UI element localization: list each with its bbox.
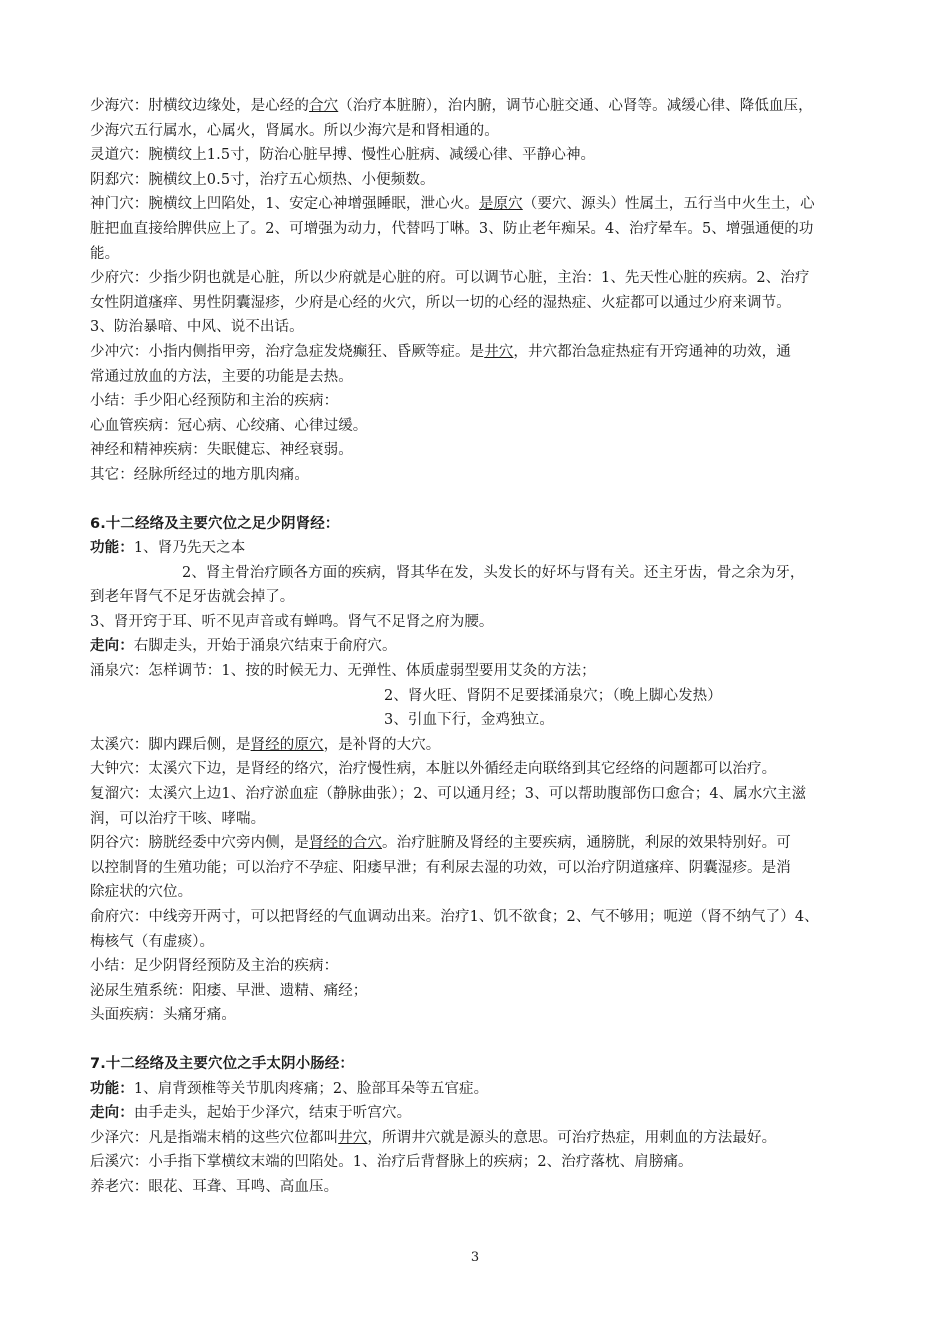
smallint-direction (90, 1101, 862, 1126)
shenmen-line-3: 能。 (90, 245, 120, 262)
shenmen-line-2: 脏把血直接给脾供应上了。2、可增强为动力，代替吗丁啉。3、防止老年痴呆。4、治疗晕车。5、增强通便的功 (90, 220, 814, 237)
label: 走向： (90, 1105, 134, 1122)
label: 功能： (90, 540, 134, 557)
shaoze-line (90, 1126, 862, 1151)
kidney-func-2b: 到老年肾气不足牙齿就会掉了。 (90, 589, 295, 606)
shaofu-line-2: 女性阴道瘙痒、男性阴囊湿疹，少府是心经的火穴，所以一切的心经的湿热症、火症都可以通过少府来调节。 (90, 294, 791, 311)
shufu-line-2: 梅核气（有虚痰）。 (90, 933, 215, 950)
shaochong-line-1 (90, 340, 862, 365)
text: 少海穴：肘横纹边缘处，是心经的 (90, 98, 309, 114)
fuliu-line-2: 润，可以治疗干咳、哮喘。 (90, 810, 266, 827)
kidney-uro: 泌尿生殖系统：阳痿、早泄、遗精、痛经； (90, 982, 368, 999)
text: ，是补肾的大穴。 (323, 736, 441, 753)
text: ，井穴都治急症热症有开窍通神的功效，通 (513, 343, 791, 360)
heart-summary: 小结：手少阳心经预防和主治的疾病： (90, 393, 339, 410)
taixi-line (90, 733, 862, 758)
text: 由手走头，起始于少泽穴，结束于听宫穴。 (133, 1105, 412, 1122)
yongquan-line-1: 涌泉穴：怎样调节：1、按的时候无力、无弹性、体质虚弱型要用艾灸的方法； (90, 663, 596, 680)
text: 1、肩背颈椎等关节肌肉疼痛；2、脸部耳朵等五官症。 (133, 1080, 489, 1097)
text: 神门穴：腕横纹上凹陷处，1、安定心神增强睡眠，泄心火。 (90, 196, 479, 213)
heart-other: 其它：经脉所经过的地方肌肉痛。 (90, 466, 309, 483)
underlined-term: 肾经的原穴 (250, 736, 324, 753)
text: （要穴、源头）性属土，五行当中火生土，心 (522, 196, 815, 213)
kidney-head: 头面疾病：头痛牙痛。 (90, 1007, 236, 1024)
shenmen-line-1 (90, 192, 862, 217)
text: 太溪穴：脚内踝后侧，是 (90, 736, 251, 753)
underlined-term: 井穴 (484, 343, 514, 360)
label: 功能： (90, 1080, 134, 1097)
label: 走向： (90, 638, 134, 655)
text: 1、肾乃先天之本 (133, 540, 246, 557)
kidney-func-3: 3、肾开窍于耳、听不见声音或有蝉鸣。肾气不足肾之府为腰。 (90, 613, 494, 630)
smallint-func (90, 1077, 862, 1102)
document-body (90, 94, 862, 1200)
fuliu-line-1: 复溜穴：太溪穴上边1、治疗淤血症（静脉曲张）；2、可以通月经；3、可以帮助腹部伤口愈合；4、属水穴主滋 (90, 786, 807, 803)
text: 。治疗脏腑及肾经的主要疾病，通膀胱，利尿的效果特别好。可 (382, 835, 791, 852)
text: 阴谷穴：膀胱经委中穴旁内侧，是 (90, 835, 309, 852)
kidney-func-1 (90, 536, 862, 561)
underlined-term: 肾经的合穴 (309, 835, 382, 852)
section-gap (90, 488, 862, 512)
kidney-direction (90, 634, 862, 659)
yingu-line-2: 以控制肾的生殖功能；可以治疗不孕症、阳痿早泄；有利尿去湿的功效，可以治疗阴道瘙痒、阴囊湿疹。是消 (90, 859, 791, 876)
underlined-term: 合穴 (309, 98, 339, 114)
heart-cardio: 心血管疾病：冠心病、心绞痛、心律过缓。 (90, 417, 368, 434)
yingu-line-3: 除症状的穴位。 (90, 884, 193, 901)
yongquan-line-3: 3、引血下行，金鸡独立。 (384, 712, 554, 729)
shaochong-line-2: 常通过放血的方法，主要的功能是去热。 (90, 368, 353, 385)
kidney-summary: 小结：足少阴肾经预防及主治的疾病： (90, 958, 339, 975)
text: 少冲穴：小指内侧指甲旁，治疗急症发烧癫狂、昏厥等症。是 (90, 343, 485, 360)
shaofu-line-3: 3、防治暴喑、中风、说不出话。 (90, 319, 304, 336)
kidney-heading: 6.十二经络及主要穴位之足少阴肾经： (90, 515, 340, 532)
shufu-line-1: 俞府穴：中线旁开两寸，可以把肾经的气血调动出来。治疗1、饥不欲食；2、气不够用；呃逆（肾不纳气了）4、 (90, 909, 819, 925)
kidney-func-2: 2、肾主骨治疗顾各方面的疾病，肾其华在发，头发长的好坏与肾有关。还主牙齿，骨之余为牙， (182, 564, 805, 581)
houxi-line: 后溪穴：小手指下掌横纹末端的凹陷处。1、治疗后背督脉上的疾病；2、治疗落枕、肩膀痛。 (90, 1154, 693, 1171)
shaohai-line-2: 少海穴五行属水，心属火，肾属水。所以少海穴是和肾相通的。 (90, 122, 499, 139)
shaohai-line-1 (90, 94, 862, 119)
dazhong-line: 大钟穴：太溪穴下边，是肾经的络穴，治疗慢性病，本脏以外循经走向联络到其它经络的问题都可以治疗。 (90, 761, 777, 778)
text: ，所谓井穴就是源头的意思。可治疗热症，用刺血的方法最好。 (367, 1129, 777, 1146)
smallint-heading: 7.十二经络及主要穴位之手太阴小肠经： (90, 1055, 354, 1072)
section-gap (90, 1028, 862, 1052)
yingu-line-1 (90, 831, 862, 856)
yanglao-line: 养老穴：眼花、耳聋、耳鸣、高血压。 (90, 1178, 339, 1195)
heart-neuro: 神经和精神疾病：失眠健忘、神经衰弱。 (90, 442, 353, 459)
text: 右脚走头，开始于涌泉穴结束于俞府穴。 (133, 638, 397, 655)
page-number: 3 (470, 1250, 480, 1265)
lingdao-line: 灵道穴：腕横纹上1.5寸，防治心脏早搏、慢性心脏病、减缓心律、平静心神。 (90, 147, 596, 164)
yongquan-line-2: 2、肾火旺、肾阴不足要揉涌泉穴；（晚上脚心发热） (384, 687, 722, 704)
yinxi-line: 阴郄穴：腕横纹上0.5寸，治疗五心烦热、小便频数。 (90, 171, 435, 188)
shaofu-line-1: 少府穴：少指少阴也就是心脏，所以少府就是心脏的府。可以调节心脏，主治：1、先天性心脏的疾病。2、治疗 (90, 270, 810, 287)
underlined-term: 是原穴 (478, 196, 523, 213)
text: （治疗本脏腑），治内腑，调节心脏交通、心肾等。减缓心律、降低血压， (338, 98, 813, 114)
underlined-term: 井穴 (338, 1129, 368, 1146)
text: 少泽穴：凡是指端末梢的这些穴位都叫 (90, 1129, 339, 1146)
